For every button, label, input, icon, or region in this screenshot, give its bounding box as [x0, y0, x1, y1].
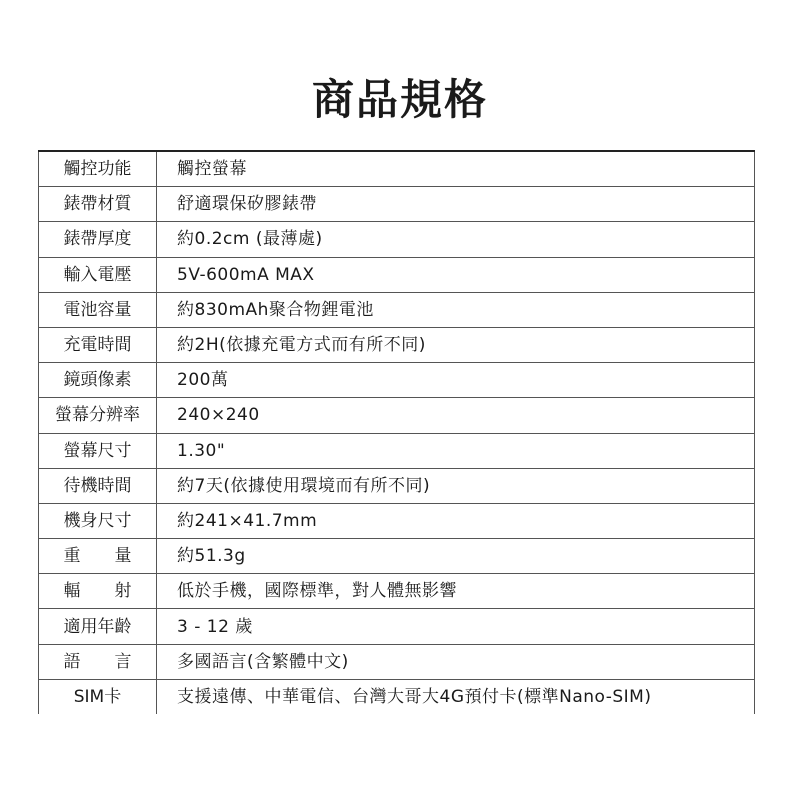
spec-label-radiation: 輻 射: [39, 574, 157, 609]
spec-value-age: 3 - 12 歲: [157, 609, 755, 644]
spec-value-body-size: 約241×41.7mm: [157, 503, 755, 538]
table-row: [39, 433, 755, 468]
spec-value-touch: 觸控螢幕: [157, 151, 755, 187]
spec-label-resolution: 螢幕分辨率: [39, 398, 157, 433]
spec-value-resolution: 240×240: [157, 398, 755, 433]
spec-value-language: 多國語言(含繁體中文): [157, 644, 755, 679]
spec-label-weight: 重 量: [39, 539, 157, 574]
spec-label-strap-thickness: 錶帶厚度: [39, 222, 157, 257]
spec-value-radiation: 低於手機，國際標準，對人體無影響: [157, 574, 755, 609]
spec-label-body-size: 機身尺寸: [39, 503, 157, 538]
spec-value-weight: 約51.3g: [157, 539, 755, 574]
table-row: [39, 539, 755, 574]
table-row: [39, 222, 755, 257]
spec-label-camera: 鏡頭像素: [39, 363, 157, 398]
spec-value-strap-material: 舒適環保矽膠錶帶: [157, 187, 755, 222]
page-title: 商品規格: [311, 75, 488, 124]
table-row: [39, 679, 755, 714]
spec-value-charge-time: 約2H(依據充電方式而有所不同): [157, 327, 755, 362]
spec-label-touch: 觸控功能: [39, 151, 157, 187]
spec-table: [38, 150, 755, 714]
spec-label-strap-material: 錶帶材質: [39, 187, 157, 222]
spec-label-charge-time: 充電時間: [39, 327, 157, 362]
spec-value-camera: 200萬: [157, 363, 755, 398]
table-row: [39, 292, 755, 327]
spec-label-sim: SIM卡: [39, 679, 157, 714]
table-row: [39, 503, 755, 538]
table-row: [39, 644, 755, 679]
table-row: [39, 609, 755, 644]
table-row: [39, 398, 755, 433]
spec-label-battery: 電池容量: [39, 292, 157, 327]
table-row: [39, 151, 755, 187]
spec-value-strap-thickness: 約0.2cm (最薄處): [157, 222, 755, 257]
spec-value-input-voltage: 5V-600mA MAX: [157, 257, 755, 292]
table-row: [39, 363, 755, 398]
spec-label-input-voltage: 輸入電壓: [39, 257, 157, 292]
table-row: [39, 187, 755, 222]
spec-value-sim: 支援遠傳、中華電信、台灣大哥大4G預付卡(標準Nano-SIM): [157, 679, 755, 714]
table-row: [39, 257, 755, 292]
table-row: [39, 574, 755, 609]
spec-label-language: 語 言: [39, 644, 157, 679]
spec-value-standby: 約7天(依據使用環境而有所不同): [157, 468, 755, 503]
spec-value-screen-size: 1.30": [157, 433, 755, 468]
spec-label-age: 適用年齡: [39, 609, 157, 644]
spec-label-standby: 待機時間: [39, 468, 157, 503]
spec-label-screen-size: 螢幕尺寸: [39, 433, 157, 468]
spec-value-battery: 約830mAh聚合物鋰電池: [157, 292, 755, 327]
table-row: [39, 468, 755, 503]
table-row: [39, 327, 755, 362]
